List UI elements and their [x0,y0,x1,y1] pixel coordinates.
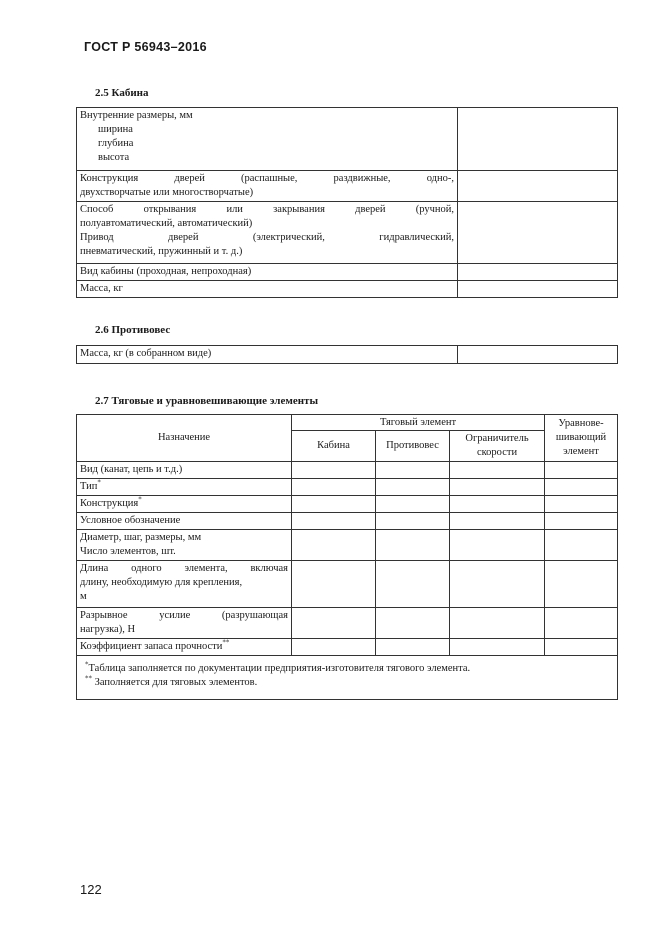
row-kind: Вид (канат, цепь и т.д.) [77,462,292,479]
door-opening-line-2: полуавтоматический, автоматический) [80,218,253,229]
cell [545,639,618,656]
cell [450,608,545,639]
cell [376,479,450,496]
cell [545,530,618,561]
counterweight-mass-cell: Масса, кг (в собранном виде) [77,346,458,364]
head-balancing-line-1: Уравнове- [558,418,604,429]
row-length [77,561,292,608]
cell [376,513,450,530]
cell [376,608,450,639]
footnote-mark: * [97,478,101,487]
cell [450,513,545,530]
door-design-cell [77,171,458,202]
head-counterweight: Противовес [376,431,450,462]
door-design-value [458,171,618,202]
cabin-type-value [458,264,618,281]
cell [376,561,450,608]
cell [292,639,376,656]
row-length-line-3: м [80,591,87,602]
head-limiter [450,431,545,462]
head-traction: Тяговый элемент [292,415,545,431]
row-type [77,479,292,496]
width-label: ширина [98,124,133,135]
cell [292,513,376,530]
cabin-mass-cell: Масса, кг [77,281,458,298]
section-title-traction: 2.7 Тяговые и уравновешивающие элементы [95,395,319,407]
footnote-mark: * [85,660,89,669]
traction-table [76,414,618,700]
cell [545,462,618,479]
row-diameter: Диаметр, шаг, размеры, мм [80,532,202,543]
footnotes [77,656,618,700]
door-opening-drive-value [458,202,618,264]
cell [450,479,545,496]
door-design-line-1: Конструкция дверей (распашные, раздвижные, одно-, [80,173,454,184]
footnote-1-text: Таблица заполняется по документации предприятия-изготовителя тягового элемента. [88,663,471,674]
row-breaking-line-1: Разрывное усилие (разрушающая [80,610,288,621]
head-cabin: Кабина [292,431,376,462]
head-limiter-line-1: Ограничитель [465,433,529,444]
cell [376,639,450,656]
cell [292,530,376,561]
cabin-type-cell: Вид кабины (проходная, непроходная) [77,264,458,281]
row-diameter-count [77,530,292,561]
row-design [77,496,292,513]
row-length-line-2: длину, необходимую для крепления, [80,577,243,588]
footnote-1 [80,662,614,676]
head-balancing-line-3: элемент [563,446,599,457]
cell [450,462,545,479]
cell [450,530,545,561]
inner-dims-cell [77,108,458,171]
inner-dims-label: Внутренние размеры, мм [80,110,193,121]
door-design-line-2: двухстворчатые или многостворчатые) [80,187,254,198]
counterweight-table [76,345,618,364]
cell [545,561,618,608]
door-opening-drive-cell [77,202,458,264]
footnote-mark: * [138,495,142,504]
section-title-cabin: 2.5 Кабина [95,87,149,99]
cell [545,479,618,496]
cell [292,462,376,479]
cell [450,496,545,513]
cabin-mass-value [458,281,618,298]
cell [376,530,450,561]
footnote-2-text: Заполняется для тяговых элементов. [92,677,258,688]
inner-dims-value [458,108,618,171]
row-safety [77,639,292,656]
footnote-mark: ** [222,638,230,647]
cell [292,608,376,639]
document-header: ГОСТ Р 56943–2016 [84,40,207,54]
row-length-line-1: Длина одного элемента, включая [80,563,288,574]
section-title-counterweight: 2.6 Противовес [95,324,171,336]
row-designation: Условное обозначение [77,513,292,530]
cell [292,561,376,608]
row-count: Число элементов, шт. [80,546,176,557]
depth-label: глубина [98,138,134,149]
height-label: высота [98,152,130,163]
head-purpose: Назначение [77,415,292,462]
cell [545,513,618,530]
door-drive-line-2: пневматический, пружинный и т. д.) [80,246,243,257]
row-breaking-line-2: нагрузка), Н [80,624,136,635]
footnote-2 [80,676,614,690]
row-design-label: Конструкция [80,498,139,509]
head-limiter-line-2: скорости [476,447,518,458]
door-drive-line-1: Привод дверей (электрический, гидравлический, [80,232,454,243]
cell [450,561,545,608]
row-type-label: Тип [80,481,98,492]
cell [376,496,450,513]
row-safety-label: Коэффициент запаса прочности [80,641,223,652]
cell [545,608,618,639]
head-balancing-line-2: шивающий [555,432,607,443]
row-breaking [77,608,292,639]
cabin-table [76,107,618,298]
cell [292,479,376,496]
cell [545,496,618,513]
cell [376,462,450,479]
footnote-mark: ** [85,674,92,683]
head-balancing [545,415,618,462]
cell [450,639,545,656]
cell [292,496,376,513]
page-number: 122 [80,882,102,897]
counterweight-mass-value [458,346,618,364]
door-opening-line-1: Способ открывания или закрывания дверей (ручной, [80,204,454,215]
